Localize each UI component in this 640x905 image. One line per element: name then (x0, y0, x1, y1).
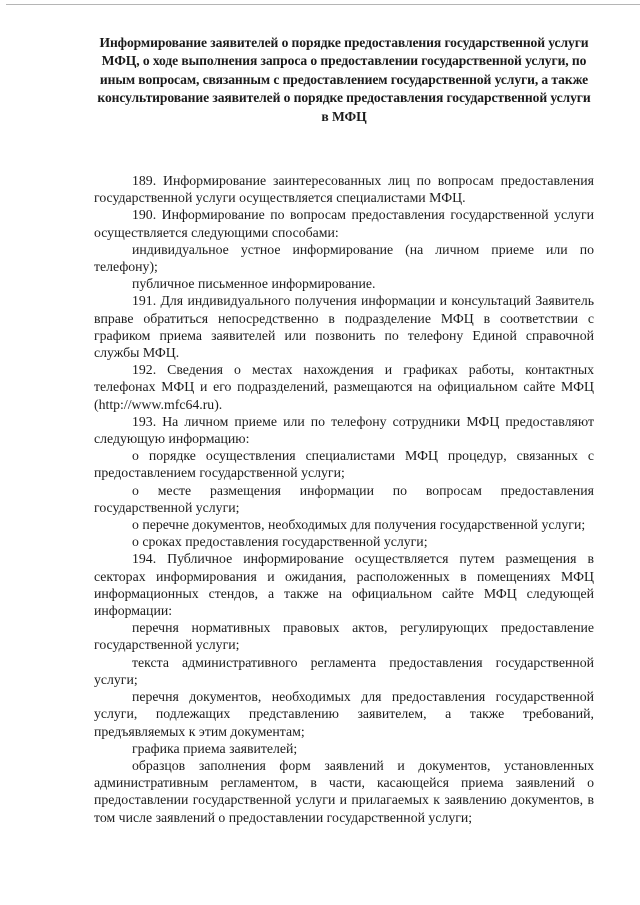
list-item-form-samples: образцов заполнения форм заявлений и документов, установленных административным регламентом, в части, касающейся приема заявлений о предоставлении государственной услуги и прилагаемых к заявлению документов, в том числе заявлений о предоставлении государственной услуги; (94, 757, 594, 825)
paragraph-191: 191. Для индивидуального получения информации и консультаций Заявитель вправе обратиться непосредственно в подразделение МФЦ в соответствии с графиком приема заявителей или позвонить по телефону Единой справочной службы МФЦ. (94, 293, 594, 361)
list-item-deadlines: о сроках предоставления государственной услуги; (132, 534, 428, 550)
list-item-procedures: о порядке осуществления специалистами МФЦ процедур, связанных с предоставлением государственной услуги; (94, 448, 594, 481)
list-item-schedule: графика приема заявителей; (132, 740, 298, 756)
list-item-legal-acts: перечня нормативных правовых актов, регулирующих предоставление государственной услуги; (94, 620, 594, 653)
paragraph-194: 194. Публичное информирование осуществляется путем размещения в секторах информирования и ожидания, расположенных в помещениях МФЦ информационных стендов, а также на официальном сайте МФЦ следующей информации: (94, 551, 594, 619)
list-item-oral-informing: индивидуальное устное информирование (на личном приеме или по телефону); (94, 241, 594, 275)
document-body (94, 172, 594, 826)
paragraph-190: 190. Информирование по вопросам предоставления государственной услуги осуществляется следующими способами: (94, 207, 594, 240)
list-item-info-location: о месте размещения информации по вопросам предоставления государственной услуги; (94, 482, 594, 515)
paragraph-192: 192. Сведения о местах нахождения и графиках работы, контактных телефонах МФЦ и его подразделений, размещаются на официальном сайте МФЦ (http://www.mfc64.ru). (94, 362, 594, 412)
list-item-regulation-text: текста административного регламента предоставления государственной услуги; (94, 654, 594, 687)
scan-edge-line (6, 4, 640, 5)
section-title: Информирование заявителей о порядке предоставления государственной услуги МФЦ, о ходе выполнения запроса о предоставлении государственной услуги, по иным вопросам, связанным с предоставлением государственной услуги, а также консультирование заявителей о порядке предоставления государственной услуги в МФЦ (97, 35, 591, 124)
list-item-written-informing: публичное письменное информирование. (132, 276, 376, 292)
paragraph-193: 193. На личном приеме или по телефону сотрудники МФЦ предоставляют следующую информацию: (94, 413, 594, 447)
list-item-documents-list: о перечне документов, необходимых для получения государственной услуги; (132, 517, 586, 533)
paragraph-189: 189. Информирование заинтересованных лиц по вопросам предоставления государственной услуги осуществляется специалистами МФЦ. (94, 173, 594, 206)
list-item-required-documents: перечня документов, необходимых для предоставления государственной услуги, подлежащих представлению заявителем, а также требований, предъявляемых к этим документам; (94, 689, 594, 739)
